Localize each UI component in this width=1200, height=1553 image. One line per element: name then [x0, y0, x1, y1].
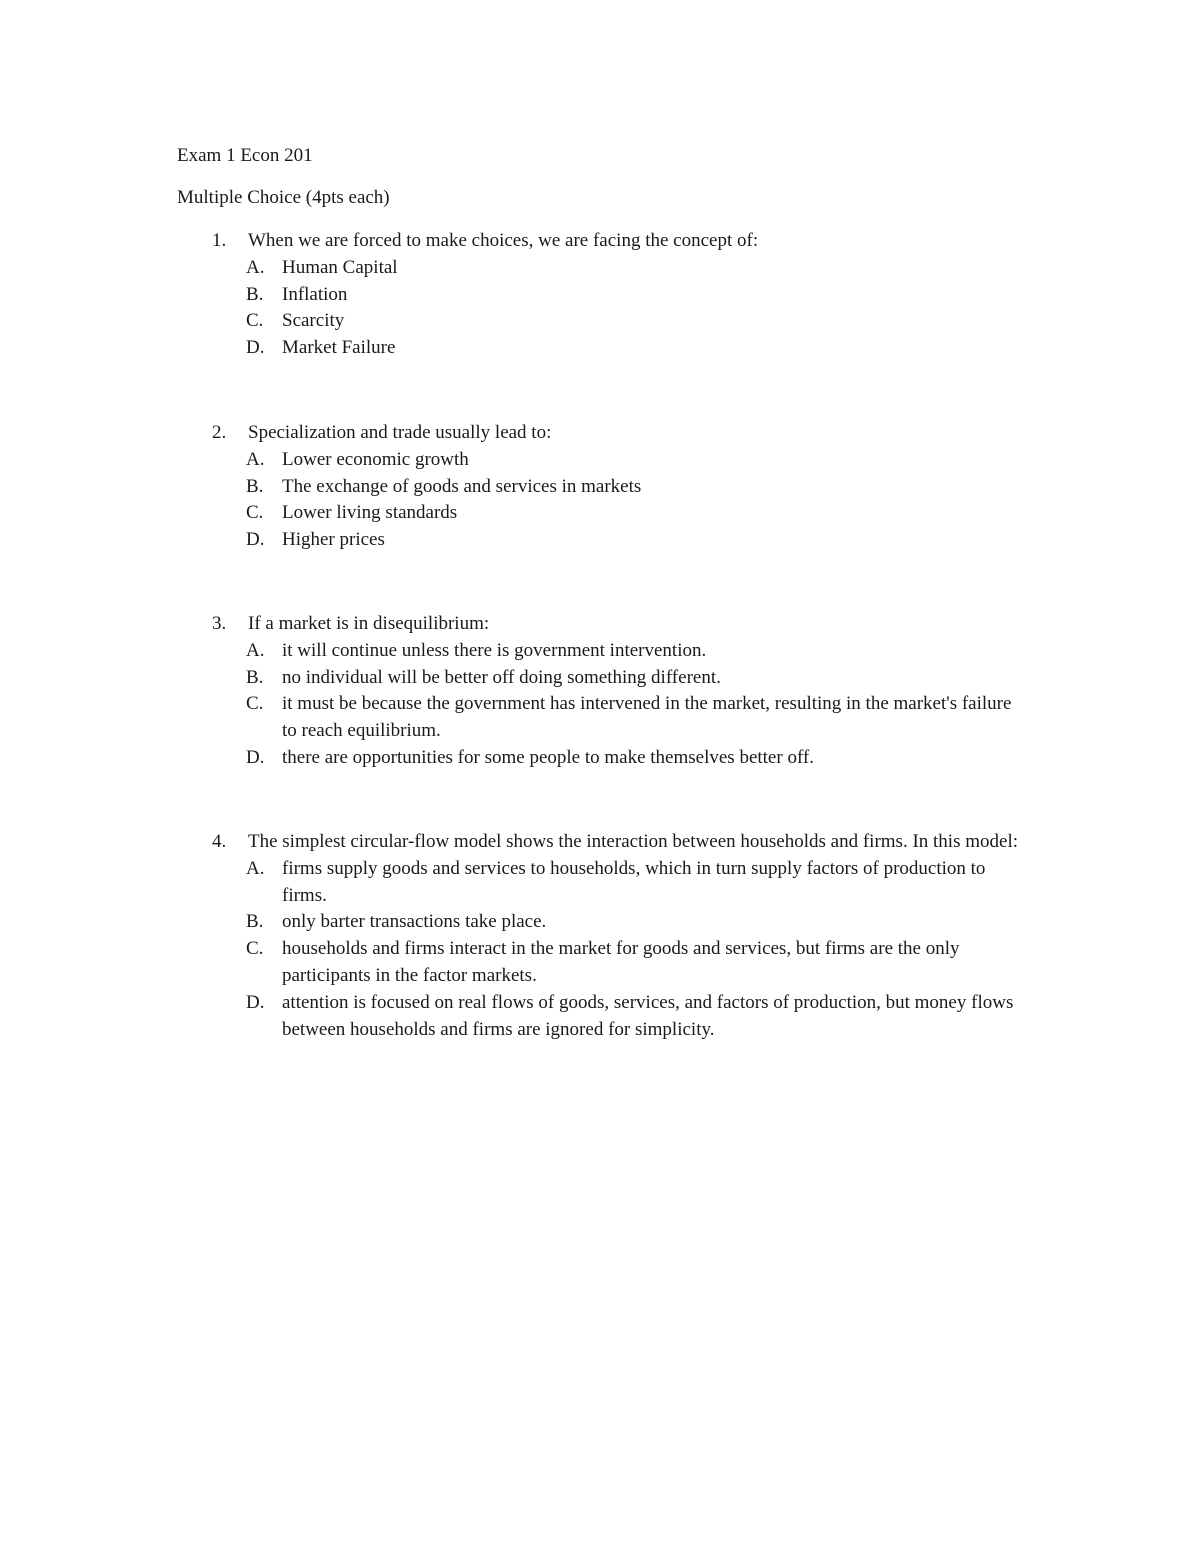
question-number: 2.: [212, 422, 227, 443]
option-letter: B.: [246, 283, 264, 305]
option-letter: C.: [246, 693, 264, 715]
option-letter: A.: [246, 448, 265, 470]
answer-option: [246, 745, 1022, 772]
answer-option: [246, 282, 1022, 309]
question-3: [0, 611, 1200, 772]
option-letter: C.: [246, 310, 264, 332]
option-text: firms supply goods and services to households, which in turn supply factors of production to firms.: [282, 857, 986, 906]
answer-option: [246, 474, 1022, 501]
question-text: If a market is in disequilibrium:: [248, 613, 490, 634]
question-stem: [212, 228, 1038, 255]
option-text: there are opportunities for some people to make themselves better off.: [282, 746, 814, 768]
option-letter: A.: [246, 639, 265, 661]
option-text: it will continue unless there is government intervention.: [282, 639, 707, 661]
option-letter: A.: [246, 256, 265, 278]
answer-option: [246, 527, 1022, 554]
answer-option: [246, 308, 1022, 335]
option-text: Market Failure: [282, 337, 396, 359]
option-text: Inflation: [282, 283, 348, 305]
option-letter: D.: [246, 337, 265, 359]
option-text: it must be because the government has intervened in the market, resulting in the market's failure to reach equilibrium.: [282, 693, 1012, 742]
question-1: [0, 228, 1200, 362]
option-text: Lower economic growth: [282, 448, 469, 470]
section-heading: Multiple Choice (4pts each): [177, 187, 390, 208]
answer-option: [246, 990, 1022, 1044]
answer-option: [246, 335, 1022, 362]
option-letter: C.: [246, 502, 264, 524]
option-text: Human Capital: [282, 256, 398, 278]
answer-option: [246, 255, 1022, 282]
answer-option: [246, 691, 1022, 745]
option-letter: C.: [246, 938, 264, 960]
question-stem: [212, 829, 1038, 856]
option-letter: B.: [246, 475, 264, 497]
option-letter: B.: [246, 666, 264, 688]
option-letter: D.: [246, 991, 265, 1013]
question-number: 3.: [212, 613, 227, 634]
option-text: The exchange of goods and services in markets: [282, 475, 642, 497]
exam-title: Exam 1 Econ 201: [177, 145, 313, 166]
question-2: [0, 420, 1200, 554]
question-text: The simplest circular-flow model shows the interaction between households and firms. In this model:: [248, 831, 1019, 852]
question-text: Specialization and trade usually lead to:: [248, 422, 552, 443]
answer-option: [246, 936, 1022, 990]
answer-option: [246, 638, 1022, 665]
question-stem: [212, 420, 1038, 447]
answer-option: [246, 665, 1022, 692]
option-text: Lower living standards: [282, 502, 458, 524]
option-text: households and firms interact in the market for goods and services, but firms are the only participants in the factor markets.: [282, 938, 960, 986]
option-text: no individual will be better off doing something different.: [282, 666, 721, 688]
option-letter: A.: [246, 857, 265, 879]
question-text: When we are forced to make choices, we are facing the concept of:: [248, 230, 759, 251]
question-stem: [212, 611, 1038, 638]
option-letter: B.: [246, 911, 264, 933]
answer-option: [246, 447, 1022, 474]
option-text: Scarcity: [282, 310, 345, 332]
option-letter: D.: [246, 746, 265, 768]
option-text: Higher prices: [282, 529, 385, 551]
question-number: 1.: [212, 230, 227, 251]
option-letter: D.: [246, 529, 265, 551]
option-text: only barter transactions take place.: [282, 911, 547, 933]
question-number: 4.: [212, 831, 227, 852]
answer-option: [246, 909, 1022, 936]
answer-option: [246, 856, 1022, 910]
question-4: [0, 829, 1200, 1043]
answer-option: [246, 500, 1022, 527]
option-text: attention is focused on real flows of goods, services, and factors of production, but money flows between households and firms are ignored for simplicity.: [282, 991, 1014, 1040]
